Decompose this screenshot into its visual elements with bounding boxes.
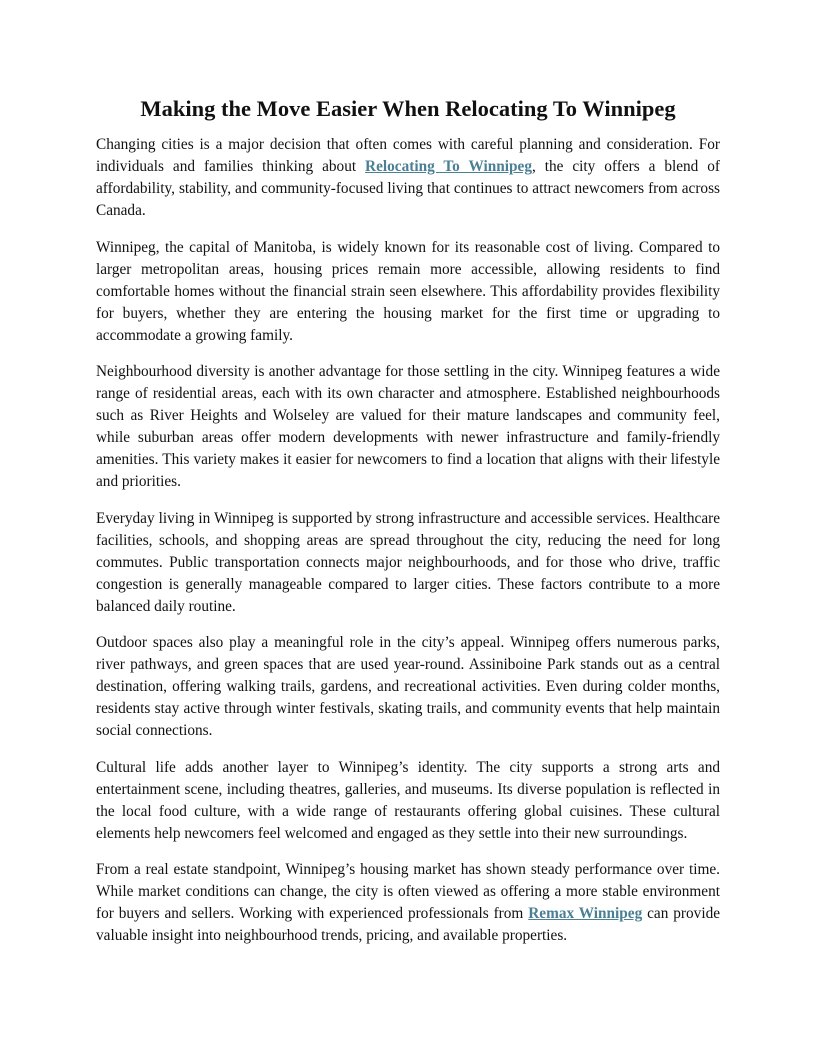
paragraph-neighbourhoods: Neighbourhood diversity is another advantage for those settling in the city. Winnipeg features a wide range of residential areas, each with its own character and atmosphere. Established neighbourhoods such as River Heights and Wolseley are valued for their mature landscapes and community feel, while suburban areas offer modern developments with newer infrastructure and family-friendly amenities. This variety makes it easier for newcomers to find a location that aligns with their lifestyle and priorities. bbox=[96, 363, 720, 490]
paragraph-intro bbox=[96, 134, 720, 222]
paragraph-everyday-living: Everyday living in Winnipeg is supported by strong infrastructure and accessible services. Healthcare facilities, schools, and shopping areas are spread throughout the city, reducing the need for long commutes. Public transportation connects major neighbourhoods, and for those who drive, traffic congestion is generally manageable compared to larger cities. These factors contribute to a more balanced daily routine. bbox=[96, 509, 720, 615]
paragraph-real-estate bbox=[96, 859, 720, 947]
paragraph-text: Changing cities is a major decision that often comes with careful planning and consideration. For individuals and families thinking about bbox=[96, 136, 720, 175]
paragraph-text: From a real estate standpoint, Winnipeg’s housing market has shown steady performance over time. While market conditions can change, the city is often viewed as offering a more stable environment for buyers and sellers. Working with experienced professionals from bbox=[96, 861, 720, 922]
paragraph-cost-of-living: Winnipeg, the capital of Manitoba, is widely known for its reasonable cost of living. Compared to larger metropolitan areas, housing prices remain more accessible, allowing residents to find comfortable homes without the financial strain seen elsewhere. This affordability provides flexibility for buyers, whether they are entering the housing market for the first time or upgrading to accommodate a growing family. bbox=[96, 238, 720, 344]
paragraph-text: , the city offers a blend of affordability, stability, and community-focused living that continues to attract newcomers from across Canada. bbox=[96, 158, 720, 219]
page-title: Making the Move Easier When Relocating To Winnipeg bbox=[140, 96, 676, 121]
remax-winnipeg-link[interactable]: Remax Winnipeg bbox=[528, 905, 643, 922]
relocating-to-winnipeg-link[interactable]: Relocating To Winnipeg bbox=[365, 158, 532, 175]
document-page bbox=[96, 94, 720, 962]
paragraph-text: can provide valuable insight into neighbourhood trends, pricing, and available properties. bbox=[96, 905, 721, 944]
paragraph-outdoor-spaces: Outdoor spaces also play a meaningful role in the city’s appeal. Winnipeg offers numerous parks, river pathways, and green spaces that are used year-round. Assiniboine Park stands out as a central destination, offering walking trails, gardens, and recreational activities. Even during colder months, residents stay active through winter festivals, skating trails, and community events that help maintain social connections. bbox=[96, 634, 720, 739]
paragraph-cultural-life: Cultural life adds another layer to Winnipeg’s identity. The city supports a strong arts and entertainment scene, including theatres, galleries, and museums. Its diverse population is reflected in the local food culture, with a wide range of restaurants offering global cuisines. These cultural elements help newcomers feel welcomed and engaged as they settle into their new surroundings. bbox=[96, 758, 720, 842]
